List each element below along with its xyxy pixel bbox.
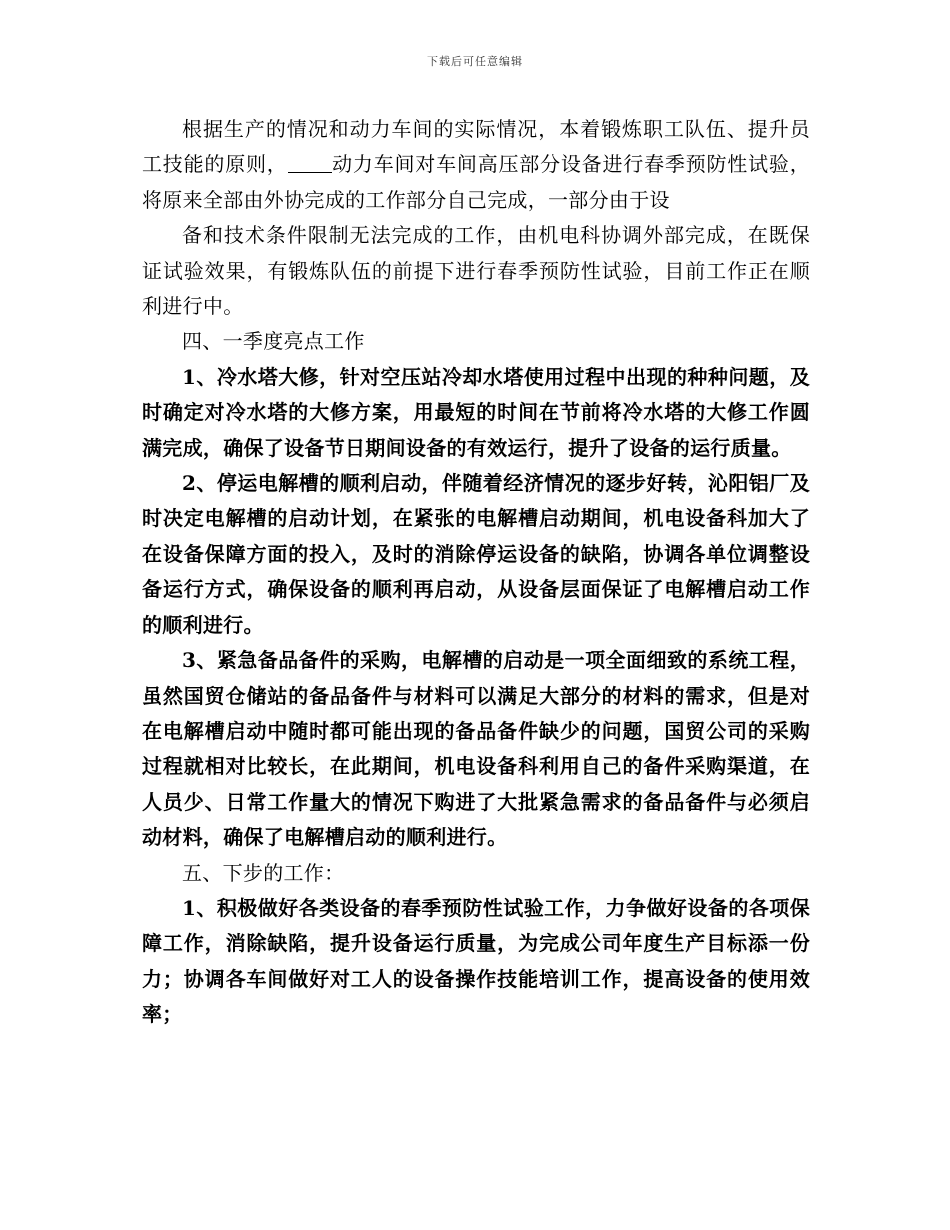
paragraph-spring-test-2: 备和技术条件限制无法完成的工作，由机电科协调外部完成，在既保证试验效果，有锻炼队伍的前提下进行春季预防性试验，目前工作正在顺利进行中。 <box>142 223 810 319</box>
paragraph-emergency-spare-parts: 3、紧急备品备件的采购，电解槽的启动是一项全面细致的系统工程，虽然国贸仓储站的备品备件与材料可以满足大部分的材料的需求，但是对在电解槽启动中随时都可能出现的备品备件缺少的问题，国贸公司的采购过程就相对比较长，在此期间，机电设备科利用自己的备件采购渠道，在人员少、日常工作量大的情况下购进了大批紧急需求的备品备件与必须启动材料，确保了电解槽启动的顺利进行。 <box>142 648 810 850</box>
blank-underline <box>288 152 332 173</box>
document-body <box>142 112 810 1033</box>
paragraph-electrolytic-cell-start: 2、停运电解槽的顺利启动，伴随着经济情况的逐步好转，沁阳铝厂及时决定电解槽的启动计划，在紧张的电解槽启动期间，机电设备科加大了在设备保障方面的投入，及时的消除停运设备的缺陷，协调各单位调整设备运行方式，确保设备的顺利再启动，从设备层面保证了电解槽启动工作的顺利进行。 <box>142 471 810 637</box>
paragraph-next-step-1: 1、积极做好各类设备的春季预防性试验工作，力争做好设备的各项保障工作，消除缺陷，提升设备运行质量，为完成公司年度生产目标添一份力；协调各车间做好对工人的设备操作技能培训工作，提高设备的使用效率； <box>142 895 810 1027</box>
paragraph-cooling-tower: 1、冷水塔大修，针对空压站冷却水塔使用过程中出现的种种问题，及时确定对冷水塔的大修方案，用最短的时间在节前将冷水塔的大修工作圆满完成，确保了设备节日期间设备的有效运行，提升了设备的运行质量。 <box>142 364 810 460</box>
section-heading-highlights: 四、一季度亮点工作 <box>182 329 365 354</box>
paragraph-text: 动力车间对车间高压部分设备进行春季预防性试验，将原来全部由外协完成的工作部分自己完成，一部分由于设 <box>142 152 810 212</box>
section-heading-next-steps: 五、下步的工作： <box>182 860 345 885</box>
paragraph-spring-test-1 <box>142 112 810 218</box>
paragraph-text: 根据生产的情况和动力车间的实际情况，本着锻炼职工队伍、提升员工技能的原则， <box>142 117 810 177</box>
page-header: 下载后可任意编辑 <box>427 55 523 68</box>
